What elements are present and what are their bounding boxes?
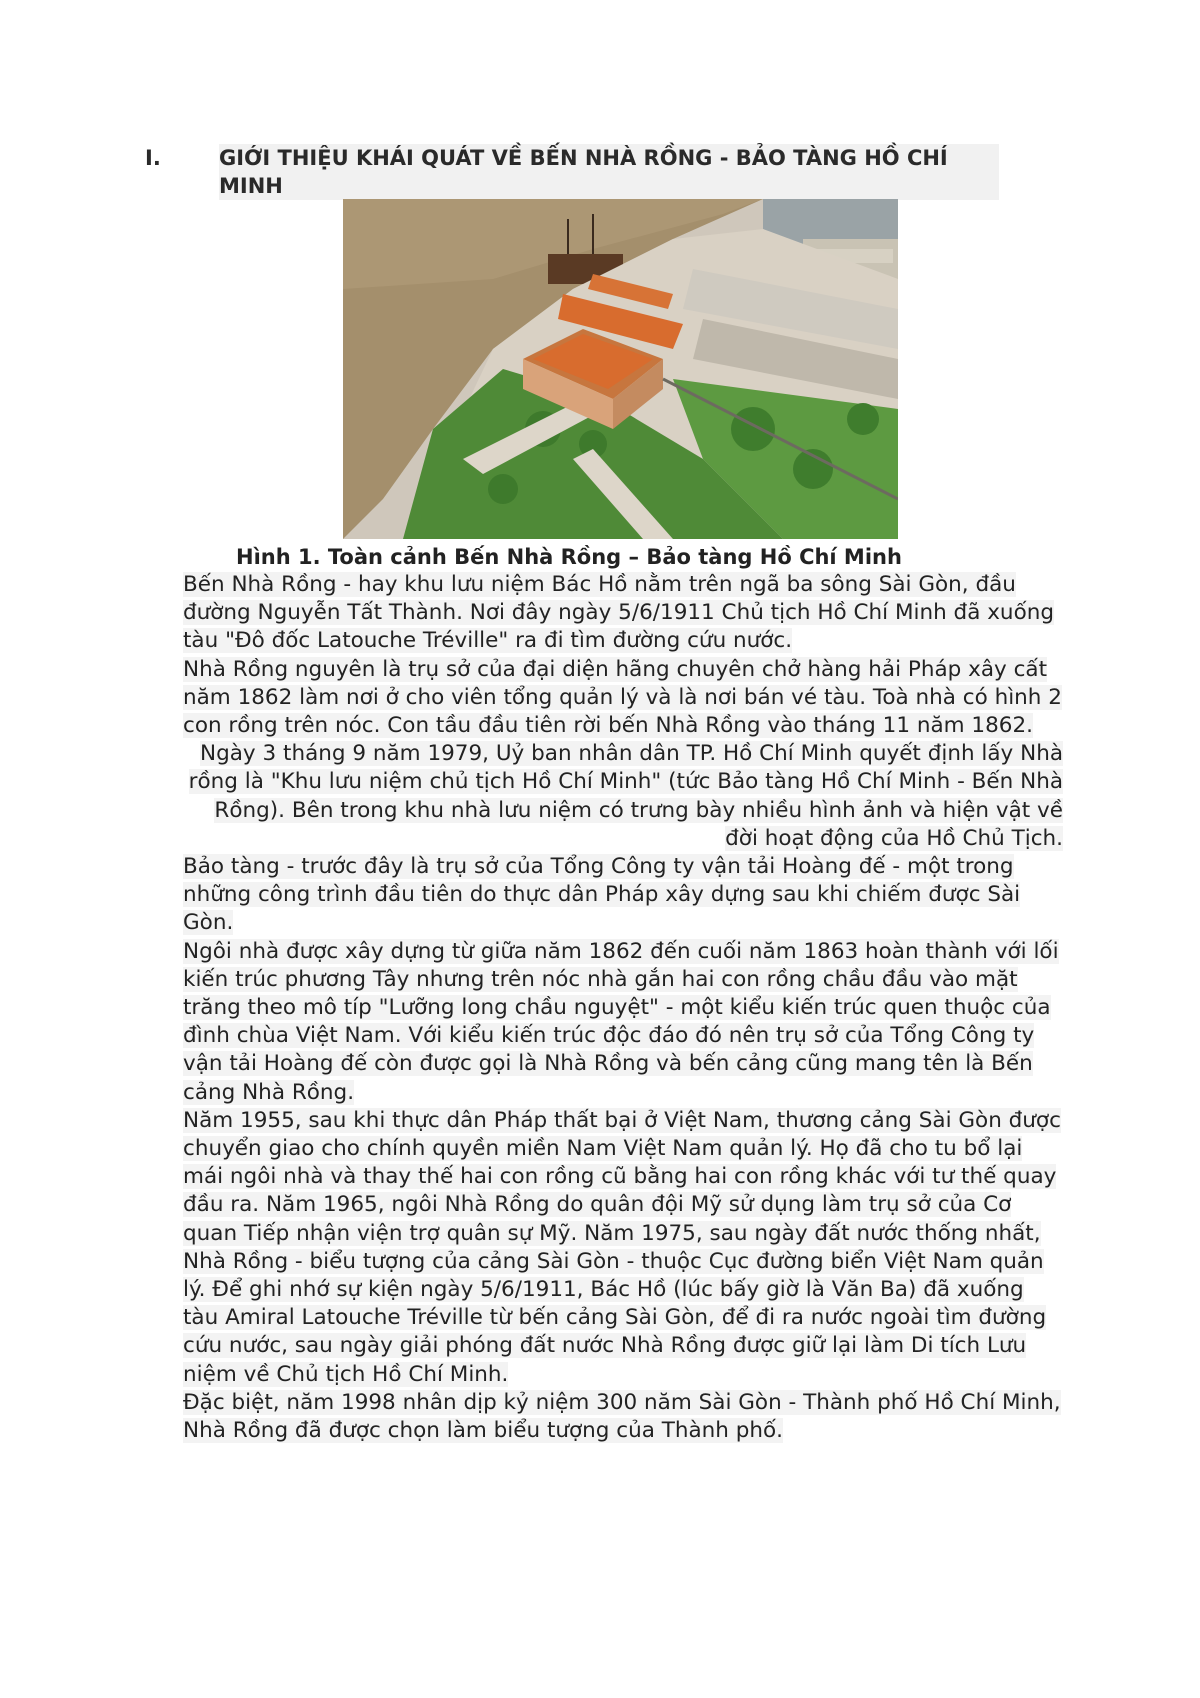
paragraph-text: Đặc biệt, năm 1998 nhân dịp kỷ niệm 300 năm Sài Gòn - Thành phố Hồ Chí Minh, Nhà Rồng đã được chọn làm biểu tượng của Thành phố.	[183, 1389, 1061, 1444]
paragraph-text: Ngôi nhà được xây dựng từ giữa năm 1862 đến cuối năm 1863 hoàn thành với lối kiến trúc phương Tây nhưng trên nóc nhà gắn hai con rồng chầu đầu vào mặt trăng theo mô típ "Lưỡng long chầu nguyệt" - một kiểu kiến trúc quen thuộc của đình chùa Việt Nam. Với kiểu kiến trúc độc đáo đó nên trụ sở của Tổng Công ty vận tải Hoàng đế còn được gọi là Nhà Rồng và bến cảng cũng mang tên là Bến cảng Nhà Rồng.	[183, 938, 1059, 1105]
aerial-photo-nha-rong	[343, 199, 898, 539]
paragraph	[183, 853, 1063, 938]
paragraph-text: Bến Nhà Rồng - hay khu lưu niệm Bác Hồ nằm trên ngã ba sông Sài Gòn, đầu đường Nguyễn Tất Thành. Nơi đây ngày 5/6/1911 Chủ tịch Hồ Chí Minh đã xuống tàu "Đô đốc Latouche Tréville" ra đi tìm đường cứu nước.	[183, 572, 1054, 654]
paragraph	[183, 656, 1063, 741]
figure-caption: Hình 1. Toàn cảnh Bến Nhà Rồng – Bảo tàng Hồ Chí Minh	[236, 545, 902, 569]
paragraph	[183, 571, 1063, 656]
paragraph-text: Nhà Rồng nguyên là trụ sở của đại diện hãng chuyên chở hàng hải Pháp xây cất năm 1862 làm nơi ở cho viên tổng quản lý và là nơi bán vé tàu. Toà nhà có hình 2 con rồng trên nóc. Con tầu đầu tiên rời bến Nhà Rồng vào tháng 11 năm 1862.	[183, 656, 1062, 739]
paragraph	[183, 938, 1063, 1107]
section-title: GIỚI THIỆU KHÁI QUÁT VỀ BẾN NHÀ RỒNG - BẢO TÀNG HỒ CHÍ MINH	[219, 144, 999, 200]
paragraph	[183, 1389, 1063, 1445]
paragraph-text: Ngày 3 tháng 9 năm 1979, Uỷ ban nhân dân TP. Hồ Chí Minh quyết định lấy Nhà rồng là "Khu lưu niệm chủ tịch Hồ Chí Minh" (tức Bảo tàng Hồ Chí Minh - Bến Nhà Rồng). Bên trong khu nhà lưu niệm có trưng bày nhiều hình ảnh và hiện vật về đời hoạt động của Hồ Chủ Tịch.	[188, 741, 1063, 851]
paragraph-text: Năm 1955, sau khi thực dân Pháp thất bại ở Việt Nam, thương cảng Sài Gòn được chuyển giao cho chính quyền miền Nam Việt Nam quản lý. Họ đã cho tu bổ lại mái ngôi nhà và thay thế hai con rồng cũ bằng hai con rồng khác với tư thế quay đầu ra. Năm 1965, ngôi Nhà Rồng do quân đội Mỹ sử dụng làm trụ sở của Cơ quan Tiếp nhận viện trợ quân sự Mỹ. Năm 1975, sau ngày đất nước thống nhất, Nhà Rồng - biểu tượng của cảng Sài Gòn - thuộc Cục đường biển Việt Nam quản lý. Để ghi nhớ sự kiện ngày 5/6/1911, Bác Hồ (lúc bấy giờ là Văn Ba) đã xuống tàu Amiral Latouche Tréville từ bến cảng Sài Gòn, để đi ra nước ngoài tìm đường cứu nước, sau ngày giải phóng đất nước Nhà Rồng được giữ lại làm Di tích Lưu niệm về Chủ tịch Hồ Chí Minh.	[183, 1107, 1061, 1387]
aerial-photo-illustration	[343, 199, 898, 539]
section-number: I.	[145, 146, 161, 170]
paragraph	[183, 1107, 1063, 1389]
paragraph-centered	[183, 740, 1063, 853]
paragraph-text: Bảo tàng - trước đây là trụ sở của Tổng Công ty vận tải Hoàng đế - một trong những công trình đầu tiên do thực dân Pháp xây dựng sau khi chiếm được Sài Gòn.	[183, 854, 1021, 936]
body-text	[183, 571, 1063, 1445]
